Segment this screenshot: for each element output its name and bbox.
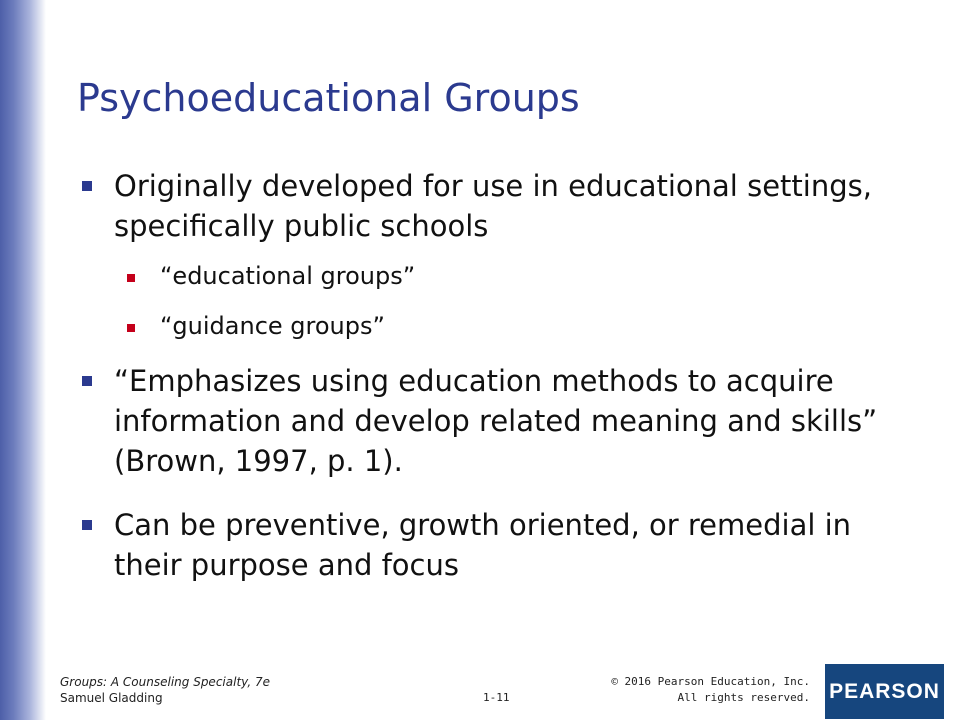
square-bullet-icon xyxy=(127,274,135,282)
footer-book-title: Groups: A Counseling Specialty, 7e xyxy=(60,675,270,689)
footer-book-info xyxy=(60,674,270,706)
footer-page-number: 1-11 xyxy=(483,691,510,704)
rights-text: All rights reserved. xyxy=(677,691,810,704)
copyright-text: © 2016 Pearson Education, Inc. xyxy=(611,675,810,688)
slide-title: Psychoeducational Groups xyxy=(77,76,580,120)
bullet-text: “Emphasizes using education methods to acquire information and develop related meaning and skills” (Brown, 1997, p. 1). xyxy=(114,364,878,478)
square-bullet-icon xyxy=(127,324,135,332)
square-bullet-icon xyxy=(82,376,92,386)
pearson-logo xyxy=(825,664,944,719)
square-bullet-icon xyxy=(82,181,92,191)
square-bullet-icon xyxy=(82,520,92,530)
footer-copyright xyxy=(611,674,810,706)
sub-bullet-text: “guidance groups” xyxy=(160,312,385,340)
footer-author: Samuel Gladding xyxy=(60,691,163,705)
decorative-side-bar xyxy=(0,0,46,720)
bullet-text: Originally developed for use in educational settings, specifically public schools xyxy=(114,169,872,243)
logo-text: PEARSON xyxy=(829,679,940,703)
bullet-text: Can be preventive, growth oriented, or remedial in their purpose and focus xyxy=(114,508,852,582)
sub-bullet-text: “educational groups” xyxy=(160,262,416,290)
